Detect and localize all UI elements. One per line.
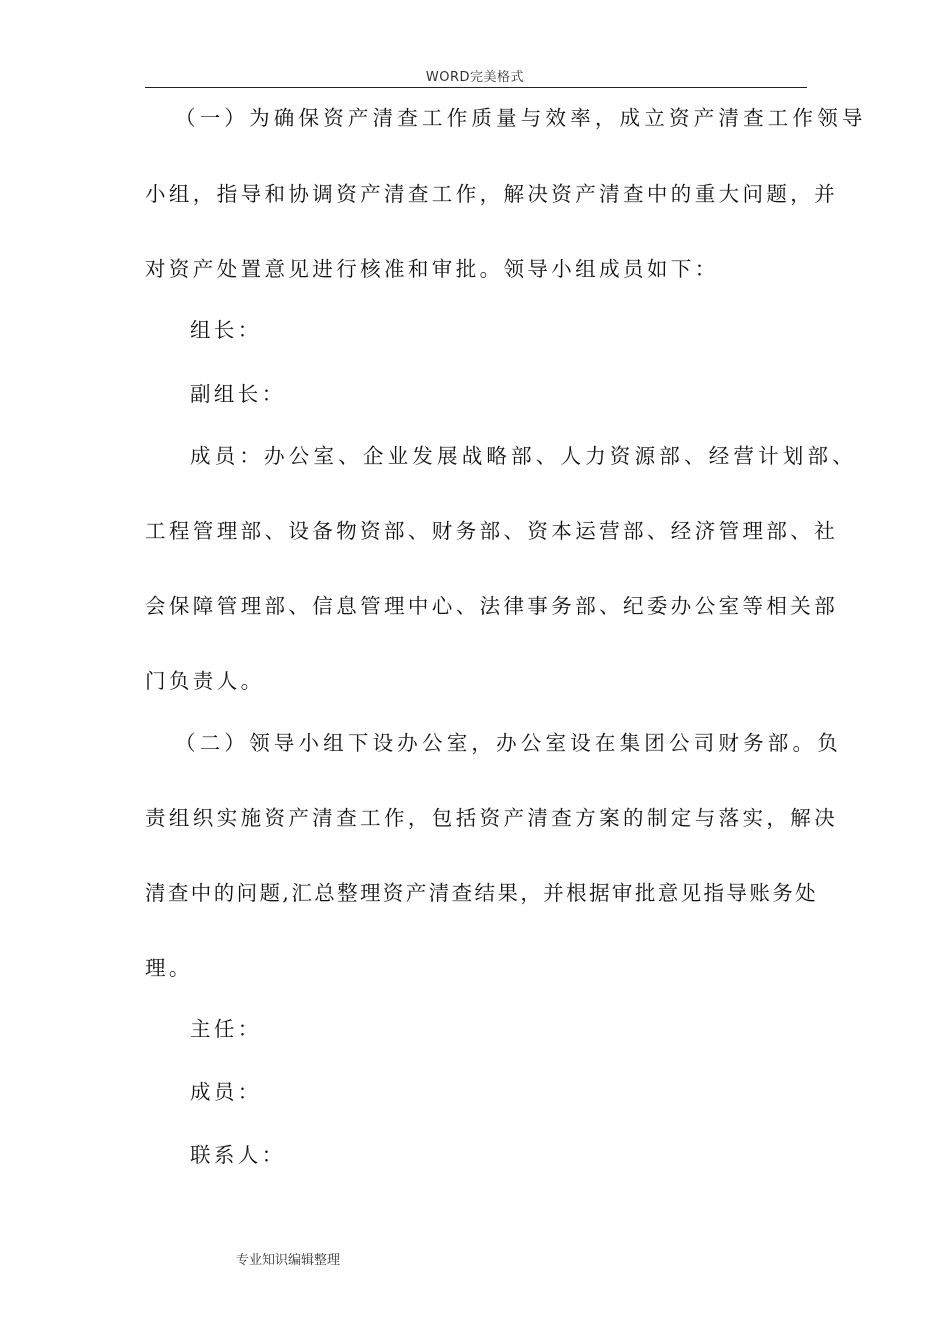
contact-person-label: 联系人： — [190, 1143, 286, 1167]
paragraph-2-line-4: 理。 — [145, 956, 193, 980]
deputy-leader-label: 副组长： — [190, 382, 286, 406]
paragraph-1-line-1: （一）为确保资产清查工作质量与效率，成立资产清查工作领导 — [175, 106, 867, 130]
paragraph-2-line-1: （二）领导小组下设办公室，办公室设在集团公司财务部。负 — [175, 731, 842, 755]
page-header: WORD完美格式 — [425, 70, 525, 85]
group-leader-label: 组长： — [190, 318, 262, 342]
paragraph-2-line-2: 责组织实施资产清查工作，包括资产清查方案的制定与落实，解决 — [145, 806, 839, 830]
members-line-1: 成员：办公室、企业发展战略部、人力资源部、经营计划部、 — [190, 444, 857, 468]
page-footer: 专业知识编辑整理 — [236, 1253, 341, 1268]
director-label: 主任： — [190, 1017, 262, 1041]
paragraph-2-line-3: 清查中的问题,汇总整理资产清查结果，并根据审批意见指导账务处 — [145, 881, 819, 905]
members-line-4: 门负责人。 — [145, 669, 265, 693]
paragraph-1-line-3: 对资产处置意见进行核准和审批。领导小组成员如下： — [145, 257, 719, 281]
paragraph-1-line-2: 小组，指导和协调资产清查工作，解决资产清查中的重大问题，并 — [145, 182, 839, 206]
members-line-3: 会保障管理部、信息管理中心、法律事务部、纪委办公室等相关部 — [145, 594, 839, 618]
members-line-2: 工程管理部、设备物资部、财务部、资本运营部、经济管理部、社 — [145, 519, 839, 543]
header-divider — [145, 87, 807, 88]
office-members-label: 成员： — [190, 1080, 262, 1104]
